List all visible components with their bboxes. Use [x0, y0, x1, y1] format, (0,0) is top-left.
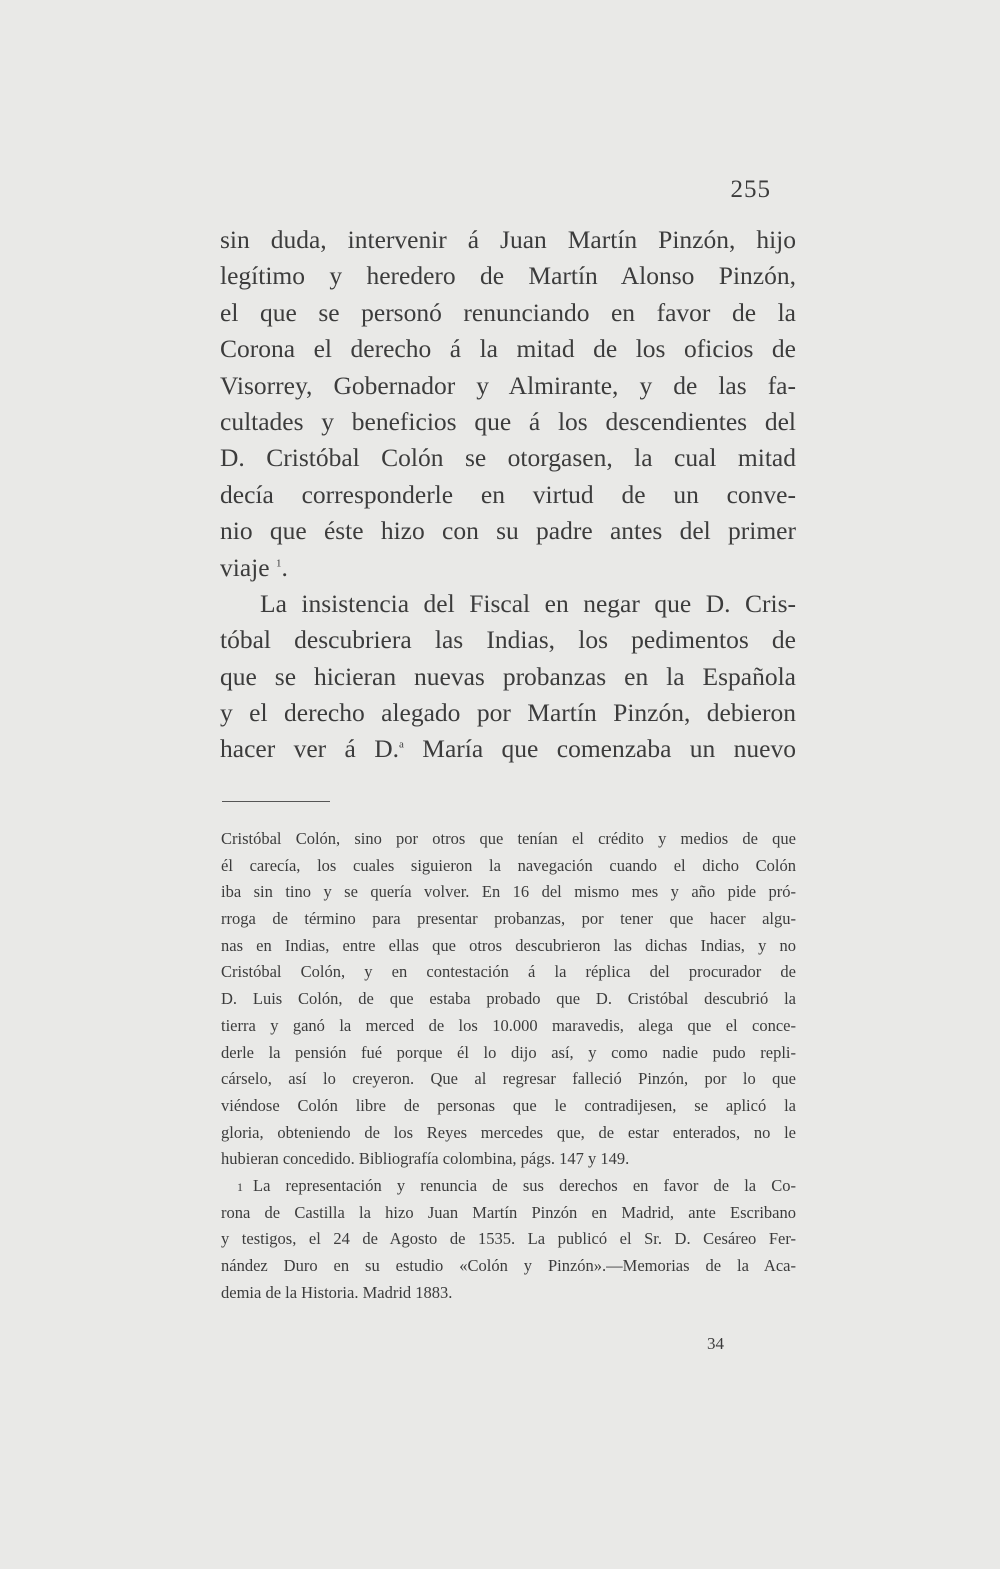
footnote-line: cárselo, así lo creyeron. Que al regresar falleció Pinzón, por lo que: [221, 1069, 796, 1089]
printer-signature: 34: [707, 1334, 724, 1353]
footnote-line: iba sin tino y se quería volver. En 16 del mismo mes y año pide pró-: [221, 882, 796, 902]
body-line: que se hicieran nuevas probanzas en la Española: [220, 661, 796, 691]
body-line: decía corresponderle en virtud de un conve-: [220, 479, 796, 509]
body-line: y el derecho alegado por Martín Pinzón, debieron: [220, 698, 796, 728]
footnote-line: gloria, obteniendo de los Reyes mercedes que, de estar enterados, no le: [221, 1122, 796, 1142]
footnote-divider: [222, 801, 330, 802]
footnote-line: nas en Indias, entre ellas que otros descubrieron las dichas Indias, y no: [221, 935, 796, 955]
body-line: cultades y beneficios que á los descendientes del: [220, 406, 796, 436]
footnote-line: tierra y ganó la merced de los 10.000 maravedis, alega que el conce-: [221, 1015, 796, 1035]
footnote-line: demia de la Historia. Madrid 1883.: [221, 1282, 453, 1302]
footnote-line: rroga de término para presentar probanzas, por tener que hacer algu-: [221, 909, 796, 929]
body-line: el que se personó renunciando en favor de la: [220, 297, 796, 327]
page-number: 255: [730, 176, 771, 203]
footnote-line: Cristóbal Colón, y en contestación á la réplica del procurador de: [221, 962, 796, 982]
footnote-line: Cristóbal Colón, sino por otros que tenían el crédito y medios de que: [221, 829, 796, 848]
body-line: [220, 550, 796, 586]
footnotes: [221, 826, 796, 1306]
footnote-line: D. Luis Colón, de que estaba probado que D. Cristóbal descubrió la: [221, 989, 796, 1009]
superscript-a: a: [399, 738, 404, 751]
footnote-line: viéndose Colón libre de personas que le contradijesen, se aplicó la: [221, 1095, 796, 1115]
footnote-reference: 1: [275, 557, 282, 570]
body-line-text: María que comenzaba un nuevo: [403, 734, 796, 764]
body-line: [220, 731, 796, 767]
body-line-text: hacer ver á D.: [220, 734, 400, 764]
footnote-line: derle la pensión fué porque él lo dijo así, y como nadie pudo repli-: [221, 1042, 796, 1062]
body-line-text: viaje: [220, 552, 270, 582]
body-line: Visorrey, Gobernador y Almirante, y de las fa-: [220, 370, 796, 400]
body-line-tail: .: [281, 552, 288, 582]
footnote-1-line: [221, 1173, 796, 1200]
body-line: nio que éste hizo con su padre antes del primer: [220, 516, 796, 546]
body-line: sin duda, intervenir á Juan Martín Pinzón, hijo: [220, 225, 796, 254]
body-line: tóbal descubriera las Indias, los pedimentos de: [220, 625, 796, 655]
footnote-line: rona de Castilla la hizo Juan Martín Pinzón en Madrid, ante Escribano: [221, 1202, 796, 1222]
body-line: legítimo y heredero de Martín Alonso Pinzón,: [220, 261, 796, 291]
body-line: D. Cristóbal Colón se otorgasen, la cual mitad: [220, 443, 796, 473]
body-line: La insistencia del Fiscal en negar que D. Cris-: [260, 588, 796, 618]
footnote-line: nández Duro en su estudio «Colón y Pinzón».—Memorias de la Aca-: [221, 1256, 796, 1275]
footnote-line: y testigos, el 24 de Agosto de 1535. La publicó el Sr. D. Cesáreo Fer-: [221, 1229, 796, 1249]
footnote-line: hubieran concedido. Bibliografía colombina, págs. 147 y 149.: [221, 1149, 630, 1169]
footnote-line: él carecía, los cuales siguieron la navegación cuando el dicho Colón: [221, 855, 796, 875]
body-text: [220, 222, 796, 768]
body-line: Corona el derecho á la mitad de los oficios de: [220, 334, 796, 364]
footnote-line-text: La representación y renuncia de sus derechos en favor de la Co-: [253, 1175, 796, 1195]
footnote-1-marker: 1: [237, 1179, 243, 1194]
